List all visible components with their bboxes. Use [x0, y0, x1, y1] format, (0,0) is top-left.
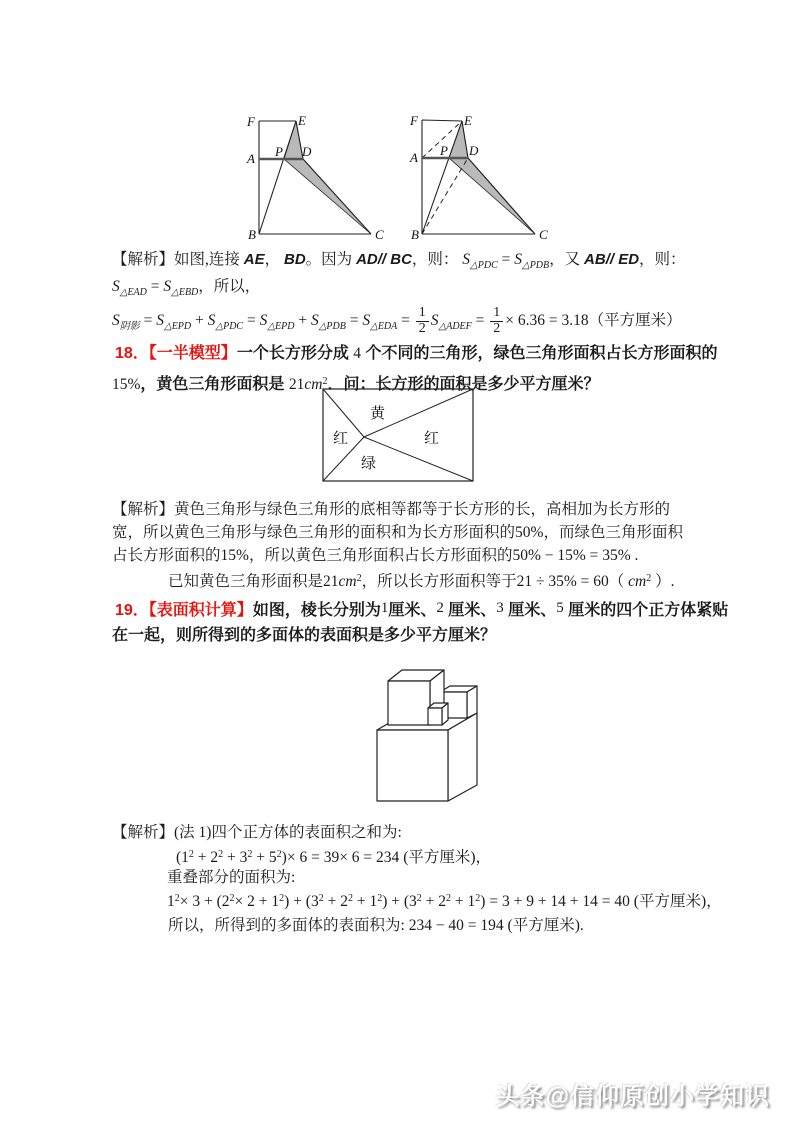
geometry-figure-left — [240, 108, 390, 248]
cube5-front-face — [377, 730, 448, 801]
solution18-line1: 【解析】黄色三角形与绿色三角形的底相等都等于长方形的长，高相加为长方形的 — [112, 501, 671, 518]
solution19-line1: 【解析】(法 1)四个正方体的表面积之和为: — [112, 824, 402, 841]
solution19-line2: $(1^2 + 2^2 + 3^2 + 5^2)\times 6 = 39\times 6 = 234$ (平方厘米)， — [176, 849, 492, 866]
solution19-line4: $1^2\times 3 + (2^2\times 2 + 1^2) + (3^2 + 2^2 + 1^2) + (3^2 + 2^2 + 1^2) = 3 + 9 + 14 + 14 = 40$ (平方厘米)， — [167, 893, 722, 910]
region-label-red-right: 红 — [424, 431, 440, 447]
vertex-label: B — [411, 227, 419, 242]
region-label-red-left: 红 — [333, 431, 349, 447]
solution18-line4: 已知黄色三角形面积是$21cm^2$，所以长方形面积等于21 ÷ 35% = 60（ $cm^2$ ）. — [168, 573, 675, 590]
solution17-line2: $S_{\triangle EAD} = S_{\triangle EBD}$，所以， — [112, 278, 261, 298]
vertex-label: P — [440, 143, 448, 158]
solution19-line3: 重叠部分的面积为: — [167, 869, 296, 886]
vertex-label: E — [298, 113, 306, 128]
vertex-label: A — [247, 151, 255, 166]
vertex-label: F — [410, 113, 418, 128]
geometry-figure-right — [403, 108, 553, 248]
stacked-cubes-figure — [360, 655, 540, 825]
shaded-triangle-pdc — [449, 158, 535, 234]
cube2-right-face — [467, 686, 477, 718]
problem18-heading-line2: 15%，黄色三角形面积是 $21cm^2$．问：长方形的面积是多少平方厘米？ — [112, 376, 600, 393]
solution17-line3: $S_{阴影} = S_{\triangle EPD} + S_{\triangle PDC} = S_{\triangle EPD} + S_{\triangle PDB} = S_{\triangle EDA}$ = $\frac{1}{2}$ $S_{\triangle ADEF}$ = $\frac{1}{2}$ × 6.36 = 3.18（平方厘米） — [112, 305, 682, 336]
vertex-label: D — [302, 144, 312, 159]
rectangle-triangles-figure — [320, 386, 478, 486]
region-label-green: 绿 — [361, 456, 377, 472]
solution18-line2: 宽，所以黄色三角形与绿色三角形的面积和为长方形面积的50%，而绿色三角形面积 — [112, 524, 683, 541]
vertex-label: B — [248, 227, 256, 242]
watermark-text: 头条@信仰原创小学知识 — [495, 1083, 770, 1110]
vertex-label: F — [247, 114, 255, 129]
problem18-heading-line1: 18．【一半模型】一个长方形分成 4 个不同的三角形，绿色三角形面积占长方形面积的 — [115, 345, 718, 362]
vertex-label: C — [375, 227, 384, 242]
solution17-line1: 【解析】如图,连接 AE， BD。因为 AD// BC，则： $S_{\triangle PDC} = S_{\triangle PDB}$，又 AB// ED，则： — [112, 251, 686, 271]
problem19-heading-line1: 19．【表面积计算】如图，棱长分别为1厘米、2 厘米、3 厘米、5 厘米的四个正方体紧贴 — [115, 600, 729, 619]
vertex-label: P — [275, 144, 283, 159]
vertex-label: D — [469, 143, 479, 158]
vertex-label: C — [539, 227, 548, 242]
solution19-line5: 所以，所得到的多面体的表面积为: 234 − 40 = 194 (平方厘米). — [168, 917, 584, 934]
problem19-heading-line2: 在一起，则所得到的多面体的表面积是多少平方厘米？ — [112, 627, 497, 644]
vertex-label: E — [464, 113, 472, 128]
solution18-line3: 占长方形面积的15%，所以黄色三角形面积占长方形面积的50% − 15% = 35% . — [112, 547, 639, 564]
vertex-label: A — [410, 150, 418, 165]
shaded-triangle-pdc — [284, 159, 371, 234]
region-label-yellow: 黄 — [370, 406, 386, 422]
cube3-front-face — [388, 681, 430, 725]
cube1-front-face — [428, 708, 442, 725]
